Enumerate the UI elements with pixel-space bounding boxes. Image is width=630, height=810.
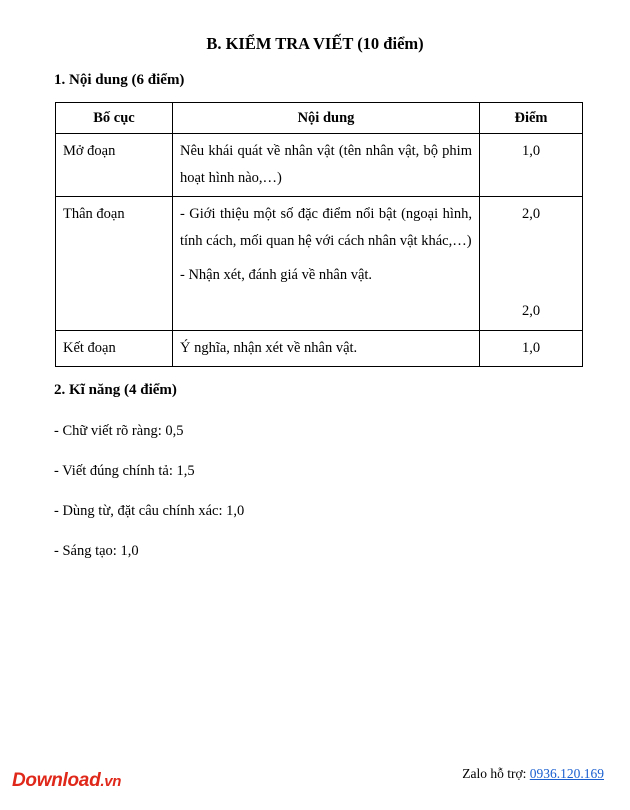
row-part: Kết đoạn <box>56 331 173 367</box>
support-contact <box>462 766 604 782</box>
support-label: Zalo hỗ trợ: <box>462 766 527 781</box>
row-content <box>173 197 480 331</box>
page-title: B. KIỂM TRA VIẾT (10 điểm) <box>206 34 424 53</box>
skill-item: - Chữ viết rõ ràng: 0,5 <box>54 423 184 439</box>
content-line: - Nhận xét, đánh giá về nhân vật. <box>180 267 373 283</box>
score-value: 2,0 <box>521 206 541 222</box>
content-line: Nêu khái quát về nhân vật (tên nhân vật, bộ phim hoạt hình nào,…) <box>180 143 472 186</box>
header-layout: Bố cục <box>56 103 173 134</box>
logo-suffix: .vn <box>100 773 122 790</box>
table-header-row <box>56 103 583 134</box>
row-content <box>173 331 480 367</box>
row-content <box>173 134 480 197</box>
skill-item: - Sáng tạo: 1,0 <box>54 543 139 559</box>
support-phone-link[interactable]: 0936.120.169 <box>529 766 604 781</box>
download-logo[interactable] <box>12 770 121 792</box>
table-row <box>56 331 583 367</box>
header-content: Nội dung <box>173 103 480 134</box>
skill-item: - Viết đúng chính tả: 1,5 <box>54 463 195 479</box>
row-score: 1,0 <box>480 134 583 197</box>
skill-item: - Dùng từ, đặt câu chính xác: 1,0 <box>54 503 245 519</box>
row-score: 1,0 <box>480 331 583 367</box>
table-row <box>56 197 583 331</box>
section-heading-content: 1. Nội dung (6 điểm) <box>54 72 185 88</box>
section-heading-skills: 2. Kĩ năng (4 điểm) <box>54 382 177 398</box>
table-row <box>56 134 583 197</box>
logo-main: Download <box>12 770 101 791</box>
content-line: - Giới thiệu một số đặc điểm nổi bật (ngoại hình, tính cách, mối quan hệ với cách nhân vật khác,…) <box>180 206 472 249</box>
header-score: Điểm <box>480 103 583 134</box>
row-part: Mở đoạn <box>56 134 173 197</box>
rubric-table <box>55 102 583 367</box>
score-value: 2,0 <box>521 303 541 319</box>
row-part: Thân đoạn <box>56 197 173 331</box>
content-line: Ý nghĩa, nhận xét về nhân vật. <box>180 340 358 356</box>
row-score <box>480 197 583 331</box>
